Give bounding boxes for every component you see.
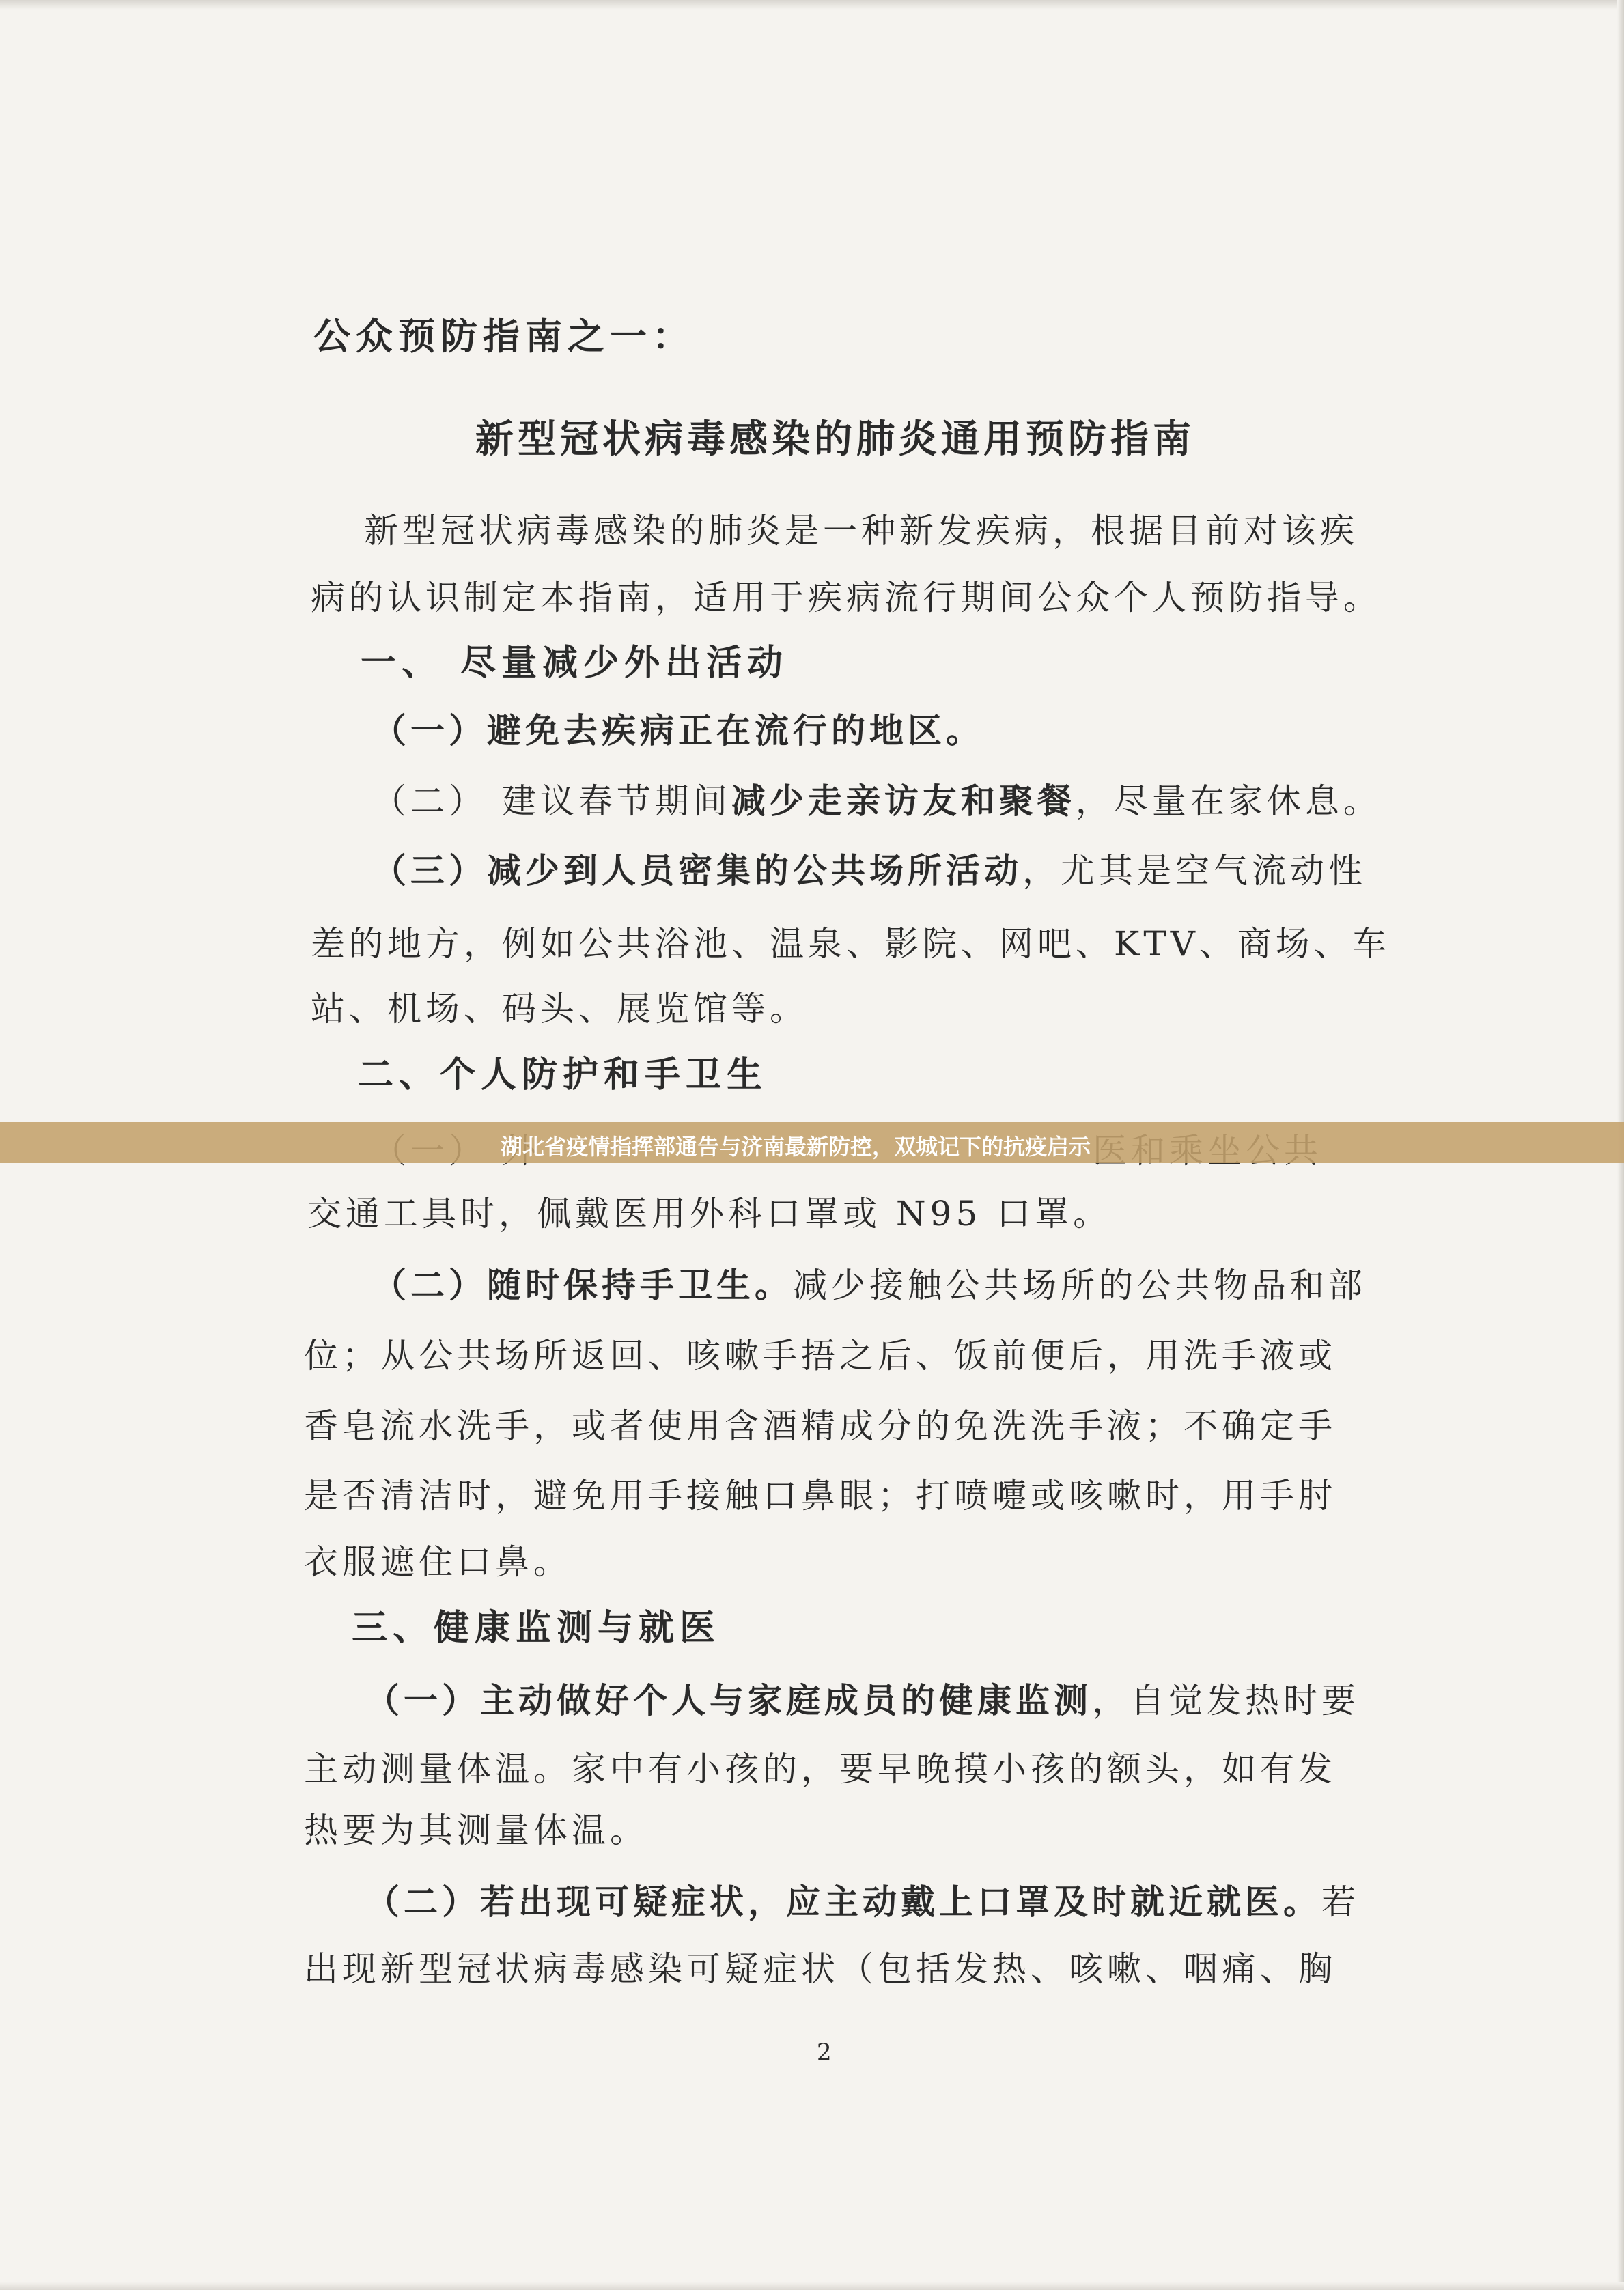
- section1-heading: 一、 尽量减少外出活动: [361, 642, 789, 684]
- section2-item2: [372, 1265, 1367, 1305]
- scan-edge-top: [0, 0, 1624, 10]
- section2-item2-bold: （二）随时保持手卫生。: [372, 1265, 793, 1305]
- section2-item1-line2: 交通工具时，佩戴医用外科口罩或 N95 口罩。: [307, 1194, 1112, 1233]
- main-title: 新型冠状病毒感染的肺炎通用预防指南: [475, 417, 1195, 462]
- section3-item2-bold: （二）若出现可疑症状，应主动戴上口罩及时就近就医。: [365, 1882, 1321, 1922]
- section1-item1: （一）避免去疾病正在流行的地区。: [372, 710, 984, 751]
- section3-item1: [365, 1680, 1360, 1720]
- section2-item2-line5: 衣服遮住口鼻。: [304, 1542, 572, 1582]
- section1-item2-suffix: ，尽量在家休息。: [1075, 781, 1382, 821]
- page-number: 2: [817, 2039, 832, 2066]
- section2-heading: 二、个人防护和手卫生: [358, 1054, 768, 1095]
- section3-item2: [365, 1882, 1360, 1922]
- section2-item2-line3: 香皂流水洗手，或者使用含酒精成分的免洗洗手液；不确定手: [304, 1406, 1336, 1446]
- section2-item2-rest: 减少接触公共场所的公共物品和部: [793, 1266, 1367, 1305]
- section3-item1-line3: 热要为其测量体温。: [304, 1811, 648, 1850]
- section1-item3-line2: 差的地方，例如公共浴池、温泉、影院、网吧、KTV、商场、车: [311, 924, 1390, 964]
- section3-heading: 三、健康监测与就医: [352, 1607, 721, 1649]
- section3-item1-line2: 主动测量体温。家中有小孩的，要早晚摸小孩的额头，如有发: [304, 1749, 1336, 1789]
- section3-item1-bold: （一）主动做好个人与家庭成员的健康监测: [365, 1680, 1092, 1720]
- section1-item3-rest: ，尤其是空气流动性: [1022, 851, 1367, 891]
- section2-item2-line4: 是否清洁时，避免用手接触口鼻眼；打喷嚏或咳嗽时，用手肘: [304, 1476, 1336, 1516]
- section1-item2-prefix: （二） 建议春节期间: [372, 781, 731, 821]
- section1-item3: [372, 850, 1367, 891]
- series-title: 公众预防指南之一：: [313, 314, 695, 358]
- section1-item2-bold: 减少走亲访友和聚餐: [731, 781, 1076, 821]
- section3-item2-line2: 出现新型冠状病毒感染可疑症状（包括发热、咳嗽、咽痛、胸: [304, 1949, 1336, 1989]
- section1-item3-line3: 站、机场、码头、展览馆等。: [311, 989, 808, 1029]
- intro-line-1: 新型冠状病毒感染的肺炎是一种新发疾病，根据目前对该疾: [364, 511, 1358, 550]
- section3-item2-rest: 若: [1321, 1882, 1360, 1922]
- section1-item2: [372, 781, 1382, 821]
- section3-item1-rest: ，自觉发热时要: [1092, 1681, 1360, 1720]
- section1-item3-bold: （三）减少到人员密集的公共场所活动: [372, 850, 1022, 891]
- scan-edge-bottom: [0, 2282, 1624, 2290]
- banner-headline[interactable]: 湖北省疫情指挥部通告与济南最新防控，双城记下的抗疫启示: [501, 1134, 1091, 1160]
- intro-line-2: 病的认识制定本指南，适用于疾病流行期间公众个人预防指导。: [311, 578, 1382, 617]
- section2-item2-line2: 位；从公共场所返回、咳嗽手捂之后、饭前便后，用洗手液或: [304, 1336, 1336, 1376]
- headline-banner[interactable]: [0, 1122, 1624, 1163]
